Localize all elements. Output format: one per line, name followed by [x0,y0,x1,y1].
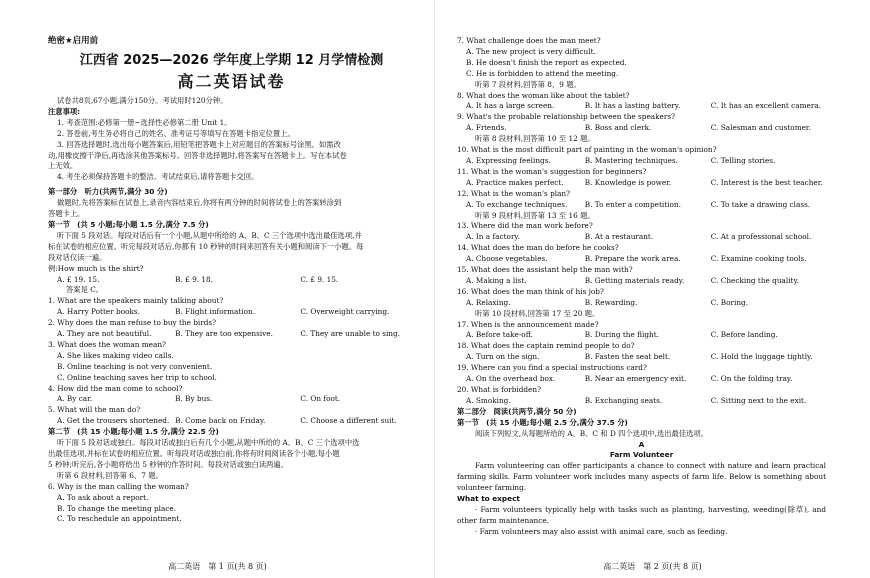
option-c: C. On foot. [300,394,341,404]
question-7: 7. What challenge does the man meet? [457,36,601,45]
section2-desc: 听下面 5 段对话或独白。每段对话或独白后有几个小题,从题中所给的 A、B、C 三个选项中选 [57,438,360,448]
option-c: C. £ 9. 15. [300,274,339,284]
passage-title: Farm Volunteer [609,450,674,460]
option-a: A. Smoking. [466,395,511,405]
section1-desc: 听下面 5 段对话。每段对话后有一个小题,从题中所给的 A、B、C 三个选项中选出最佳选项,并 [57,230,362,240]
question-2-options [48,329,415,340]
question-20: 20. What is forbidden? [457,385,541,394]
question-20-options [457,396,826,407]
option-b: B. Knowledge is power. [584,177,672,187]
option-c: C. Salesman and customer. [710,123,811,133]
bullet-item: · Farm volunteers may also assist with animal care, such as feeding. [475,526,728,536]
option-c: C. Overweight carrying. [300,307,390,317]
option-b: B. During the flight. [584,330,659,340]
option-a: A. Expressing feelings. [466,155,551,165]
option-c: C. It has an excellent camera. [710,101,821,111]
option-c: C. Hold the luggage tightly. [710,352,813,362]
option-a: A. Practice makes perfect. [466,177,564,187]
option-c: C. Telling stories. [710,155,776,165]
option-c: C. Interest is the best teacher. [710,177,823,187]
option-a: A. They are not beautiful. [57,329,152,339]
question-14: 14. What does the man do before he cooks? [457,243,619,253]
option-c: C. On the folding tray. [710,374,793,384]
option-a: A. By car. [57,394,93,404]
question-13-options [457,232,826,243]
option-a: A. Turn on the sign. [466,352,540,362]
dialogue-9-instruction: 听第 9 段材料,回答第 13 至 16 题。 [475,210,595,220]
option-b: B. Rewarding. [584,297,638,307]
exam-page-2 [435,0,870,578]
question-5-options [48,416,415,427]
option-b: B. They are too expensive. [175,329,273,339]
option-b: B. To change the meeting place. [57,503,177,513]
option-b: B. Prepare the work area. [584,254,681,264]
notice-line: 2. 答卷前,考生务必将自己的姓名、准考证号等填写在答题卡指定位置上。 [57,128,295,138]
option-b: B. At a restaurant. [584,232,654,242]
part1-desc: 做题时,先将答案标在试卷上,录音内容结束后,你将有两分钟的时间将试卷上的答案转涂到 [57,198,342,208]
question-15: 15. What does the assistant help the man with? [457,265,633,275]
option-b: B. It has a lasting battery. [584,101,681,111]
option-a: A. Friends. [466,123,507,133]
question-14-options [457,254,826,265]
option-a: A. In a factory. [466,232,520,242]
question-17-options [457,330,826,341]
question-2: 2. Why does the man refuse to buy the birds? [48,318,217,328]
section2-title: 第二节 (共 15 小题;每小题 1.5 分,满分 22.5 分) [48,427,219,437]
option-a: A. She likes making video calls. [57,350,174,360]
option-a: A. To exchange techniques. [466,199,568,209]
part2-desc: 阅读下列短文,从每题所给的 A、B、C 和 D 四个选项中,选出最佳选项。 [475,428,708,438]
dialogue-10-instruction: 听第 10 段材料,回答第 17 至 20 题。 [475,308,600,318]
option-c: C. Online teaching saves her trip to school. [57,372,217,382]
option-b: B. To enter a competition. [584,199,681,209]
option-b: B. Come back on Friday. [175,416,266,426]
dialogue-8-instruction: 听第 8 段材料,回答第 10 至 12 题。 [475,134,595,144]
section1-title: 第一节 (共 5 小题;每小题 1.5 分,满分 7.5 分) [48,219,209,229]
question-4: 4. How did the man come to school? [48,383,183,393]
option-b: B. Flight information. [175,307,256,317]
option-c: C. To take a drawing class. [710,199,811,209]
passage-paragraph: Farm volunteering can offer participants a chance to connect with nature and learn practical farming skills. Farm volunteer work includes many aspects of farm life. Below is something about volunteer farming. [457,461,826,493]
question-12: 12. What is the woman's plan? [457,188,571,198]
option-c: C. Sitting next to the exit. [710,395,807,405]
question-18-options [457,352,826,363]
option-a: A. It has a large screen. [466,101,555,111]
option-a: A. Get the trousers shortened. [57,416,170,426]
notice-line: 3. 回答选择题时,选出每小题答案后,用铅笔把答题卡上对应题目的答案标号涂黑。如需改 [57,139,341,149]
question-5: 5. What will the man do? [48,405,141,415]
question-8: 8. What does the woman like about the tablet? [457,90,630,100]
option-a: A. Harry Potter books. [57,307,140,317]
option-a: A. Before take-off. [466,330,533,340]
exam-title: 江西省 2025—2026 学年度上学期 12 月学情检测 [79,53,384,68]
option-c: C. Before landing. [710,330,778,340]
question-19-options [457,374,826,385]
question-8-options [457,101,826,112]
confidential-mark: 绝密★启用前 [48,36,99,46]
section1-desc: 段对话仅读一遍。 [48,252,107,262]
notice-line: 4. 考生必须保持答题卡的整洁。考试结束后,请将答题卡交回。 [57,172,259,182]
question-3: 3. What does the woman mean? [48,339,166,349]
option-c: C. Boring. [710,297,749,307]
bullet-item: · Farm volunteers typically help with tasks such as planting, harvesting, weeding(除草), and other farm maintenance. [457,504,826,525]
part1-title: 第一部分 听力(共两节,满分 30 分) [48,187,168,197]
part1-desc: 答题卡上。 [48,209,85,219]
section2-desc: 5 秒钟;听完后,各小题将给出 5 秒钟的作答时间。每段对话或独白读两遍。 [48,459,288,469]
question-16-options [457,298,826,309]
option-a: A. Making a list. [466,275,527,285]
option-c: C. Examine cooking tools. [710,254,807,264]
option-b: B. By bus. [175,394,213,404]
option-b: B. Online teaching is not very convenient. [57,361,213,371]
option-a: A. The new project is very difficult. [466,46,596,56]
page-footer: 高二英语 第 2 页(共 8 页) [603,562,702,571]
option-c: C. Choose a different suit. [300,416,397,426]
option-c: C. Checking the quality. [710,275,799,285]
section1-desc: 标在试卷的相应位置。听完每段对话后,你都有 10 秒钟的时间来回答有关小题和阅读下一小题。每 [48,241,364,251]
exam-info: 试卷共8页,67小题,满分150分。考试用时120分钟。 [57,96,228,105]
page-footer: 高二英语 第 1 页(共 8 页) [168,562,267,571]
example-options [48,275,415,286]
question-16: 16. What does the man think of his job? [457,286,604,296]
passage-letter: A [638,439,645,449]
question-6: 6. Why is the man calling the woman? [48,481,189,491]
notice-line: 1. 考查范围:必修第一册~选择性必修第二册 Unit 1。 [57,117,232,127]
question-9: 9. What's the probable relationship between the speakers? [457,112,675,122]
option-a: A. Relaxing. [466,297,511,307]
question-12-options [457,200,826,211]
question-19: 19. Where can you find a special instructions card? [457,363,647,373]
option-b: B. Boss and clerk. [584,123,652,133]
question-1-options [48,307,415,318]
option-b: B. Getting materials ready. [584,275,685,285]
option-b: B. Near an emergency exit. [584,374,687,384]
option-b: B. He doesn't finish the report as expected. [466,57,627,67]
question-9-options [457,123,826,134]
notice-line: 上无效。 [48,161,78,171]
example-question: 例:How much is the shirt? [48,263,144,273]
question-1: 1. What are the speakers mainly talking about? [48,296,224,306]
question-15-options [457,276,826,287]
notice-title: 注意事项: [48,106,81,116]
question-10: 10. What is the most difficult part of painting in the woman's opinion? [457,145,717,155]
option-a: A. £ 19. 15. [57,274,100,284]
section2-desc: 出最佳选项,并标在试卷的相应位置。听每段对话或独白前,你将有时间阅读各个小题,每小题 [48,449,340,458]
option-b: B. £ 9. 18. [175,274,213,284]
option-a: A. On the overhead box. [466,374,556,384]
dialogue-7-instruction: 听第 7 段材料,回答第 8、9 题。 [475,79,581,89]
notice-line: 动,用橡皮擦干净后,再选涂其他答案标号。回答非选择题时,将答案写在答题卡上。写在本试卷 [48,150,347,160]
question-11-options [457,178,826,189]
option-c: C. To reschedule an appointment. [57,514,182,524]
option-c: C. He is forbidden to attend the meeting. [466,68,619,78]
option-a: A. To ask about a report. [57,492,149,502]
section-heading: What to expect [457,494,520,504]
question-11: 11. What is the woman's suggestion for beginners? [457,166,647,176]
option-c: C. They are unable to sing. [300,329,400,339]
question-17: 17. When is the announcement made? [457,319,599,329]
option-c: C. At a professional school. [710,232,812,242]
example-answer: 答案是 C。 [66,285,104,295]
option-b: B. Fasten the seat belt. [584,352,671,362]
question-13: 13. Where did the man work before? [457,221,593,231]
option-b: B. Mastering techniques. [584,155,678,165]
question-4-options [48,394,415,405]
question-18: 18. What does the captain remind people to do? [457,341,635,351]
option-a: A. Choose vegetables. [466,254,548,264]
option-b: B. Exchanging seats. [584,395,663,405]
part2-title: 第二部分 阅读(共两节,满分 50 分) [457,406,577,416]
part2-section1-title: 第一节 (共 15 小题;每小题 2.5 分,满分 37.5 分) [457,417,628,427]
exam-subtitle: 高二英语试卷 [177,72,286,91]
dialogue-6-instruction: 听第 6 段材料,回答第 6、7 题。 [57,470,163,480]
question-10-options [457,156,826,167]
